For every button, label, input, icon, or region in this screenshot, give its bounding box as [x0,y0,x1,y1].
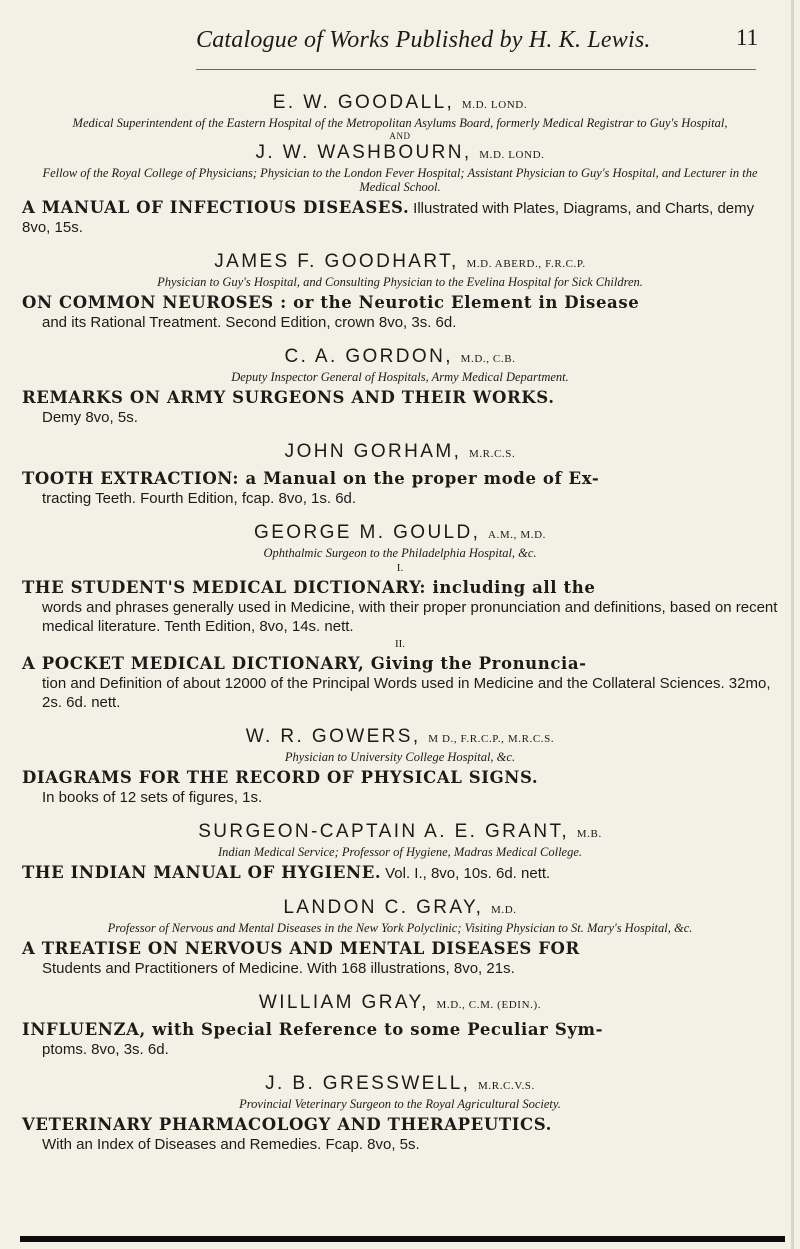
author-position: Indian Medical Service; Professor of Hygiene, Madras Medical College. [217,845,583,859]
catalogue-entry [22,1073,778,1154]
author-name: C. A. GORDON, [284,346,453,367]
author-degrees: M.R.C.V.S. [478,1080,535,1092]
work-title: DIAGRAMS FOR THE RECORD OF PHYSICAL SIGNS. [22,768,539,787]
header-rule [196,69,756,70]
catalogue-entry [22,992,778,1059]
author-degrees: M.D. LOND. [479,149,545,161]
author-position: Physician to University College Hospital, &c. [284,750,516,764]
author-name: WILLIAM GRAY, [258,992,429,1013]
author-position: Physician to Guy's Hospital, and Consulting Physician to the Evelina Hospital for Sick Children. [157,275,643,289]
work-listing [22,1020,778,1059]
author-degrees: M.R.C.S. [468,448,516,460]
author-name: LANDON C. GRAY, [283,897,484,918]
volume-numeral: II. [394,638,406,650]
catalogue-entry [22,897,778,978]
author-degrees: M D., F.R.C.P., M.R.C.S. [428,733,555,745]
work-details: ptoms. 8vo, 3s. 6d. [42,1041,169,1058]
work-details: Demy 8vo, 5s. [42,409,138,426]
author-degrees: A.M., M.D. [488,529,546,541]
author-name: GEORGE M. GOULD, [254,522,481,543]
work-details: With an Index of Diseases and Remedies. Fcap. 8vo, 5s. [42,1136,420,1153]
work-details: tion and Definition of about 12000 of the Principal Words used in Medicine and the Collateral Sciences. 32mo, 2s. 6d. nett. [42,675,771,711]
catalogue-entry [22,441,778,508]
work-listing [22,654,778,712]
work-listing [22,293,778,332]
running-title: Catalogue of Works Published by H. K. Lewis. [196,27,651,53]
author-position: Fellow of the Royal College of Physicians; Physician to the London Fever Hospital; Assistant Physician to Guy's Hospital, and Lecturer in the Medical School. [42,166,758,194]
author-position: Medical Superintendent of the Eastern Hospital of the Metropolitan Asylums Board, formerly Medical Registrar to Guy's Hospital, [72,116,728,130]
work-details: words and phrases generally used in Medicine, with their proper pronunciation and definitions, based on recent medical literature. Tenth Edition, 8vo, 14s. nett. [42,599,778,635]
page-number: 11 [736,25,759,50]
work-title: A TREATISE ON NERVOUS AND MENTAL DISEASES FOR [22,939,580,958]
work-title: VETERINARY PHARMACOLOGY AND THERAPEUTICS. [22,1115,553,1134]
author-name: JOHN GORHAM, [284,441,462,462]
author-name: J. W. WASHBOURN, [255,142,472,163]
catalogue-entry [22,522,778,712]
catalogue-entry [22,251,778,332]
author-name: W. R. GOWERS, [245,726,421,747]
work-listing [22,198,778,237]
catalogue-entry [22,821,778,883]
work-details: tracting Teeth. Fourth Edition, fcap. 8vo, 1s. 6d. [42,490,357,507]
work-title: REMARKS ON ARMY SURGEONS AND THEIR WORKS. [22,388,555,407]
bottom-border-bar [20,1236,785,1242]
author-name: E. W. GOODALL, [272,92,455,113]
catalogue-entries [22,92,778,1168]
author-position: Professor of Nervous and Mental Diseases in the New York Polyclinic; Visiting Physician to St. Mary's Hospital, &c. [107,921,693,935]
work-listing [22,578,778,636]
author-name: J. B. GRESSWELL, [265,1073,471,1094]
work-listing [22,388,778,427]
work-title: THE INDIAN MANUAL OF HYGIENE. [22,863,382,882]
catalogue-entry [22,92,778,237]
work-title: TOOTH EXTRACTION: a Manual on the proper mode of Ex- [22,469,600,488]
volume-numeral: I. [396,562,404,574]
work-details: Vol. I., 8vo, 10s. 6d. nett. [385,865,551,882]
author-degrees: M.D. LOND. [461,99,528,111]
work-details: and its Rational Treatment. Second Edition, crown 8vo, 3s. 6d. [42,314,457,331]
work-listing [22,1115,778,1154]
work-listing [22,863,778,883]
author-name: JAMES F. GOODHART, [214,251,459,272]
work-title: THE STUDENT'S MEDICAL DICTIONARY: including all the [22,578,596,597]
author-position: Provincial Veterinary Surgeon to the Royal Agricultural Society. [239,1097,561,1111]
work-title: INFLUENZA, with Special Reference to some Peculiar Sym- [22,1020,604,1039]
page-edge-shadow [791,0,794,1249]
author-degrees: M.D., C.B. [460,353,516,365]
author-degrees: M.D., C.M. (EDIN.). [436,999,542,1011]
author-degrees: M.D. [491,904,517,916]
and-separator: AND [389,131,411,141]
catalogue-entry [22,346,778,427]
work-details: Illustrated with Plates, Diagrams, and Charts, demy 8vo, 15s. [22,200,755,236]
work-title: ON COMMON NEUROSES : or the Neurotic Element in Disease [22,293,640,312]
author-degrees: M.D. ABERD., F.R.C.P. [466,258,586,270]
work-details: In books of 12 sets of figures, 1s. [42,789,263,806]
author-position: Deputy Inspector General of Hospitals, Army Medical Department. [231,370,569,384]
author-position: Ophthalmic Surgeon to the Philadelphia Hospital, &c. [263,546,537,560]
work-details: Students and Practitioners of Medicine. With 168 illustrations, 8vo, 21s. [42,960,515,977]
work-title: A POCKET MEDICAL DICTIONARY, Giving the Pronuncia- [22,654,587,673]
work-listing [22,939,778,978]
catalogue-entry [22,726,778,807]
work-title: A MANUAL OF INFECTIOUS DISEASES. [22,198,410,217]
work-listing [22,469,778,508]
author-name: SURGEON-CAPTAIN A. E. GRANT, [198,821,570,842]
work-listing [22,768,778,807]
author-degrees: M.B. [576,828,602,840]
